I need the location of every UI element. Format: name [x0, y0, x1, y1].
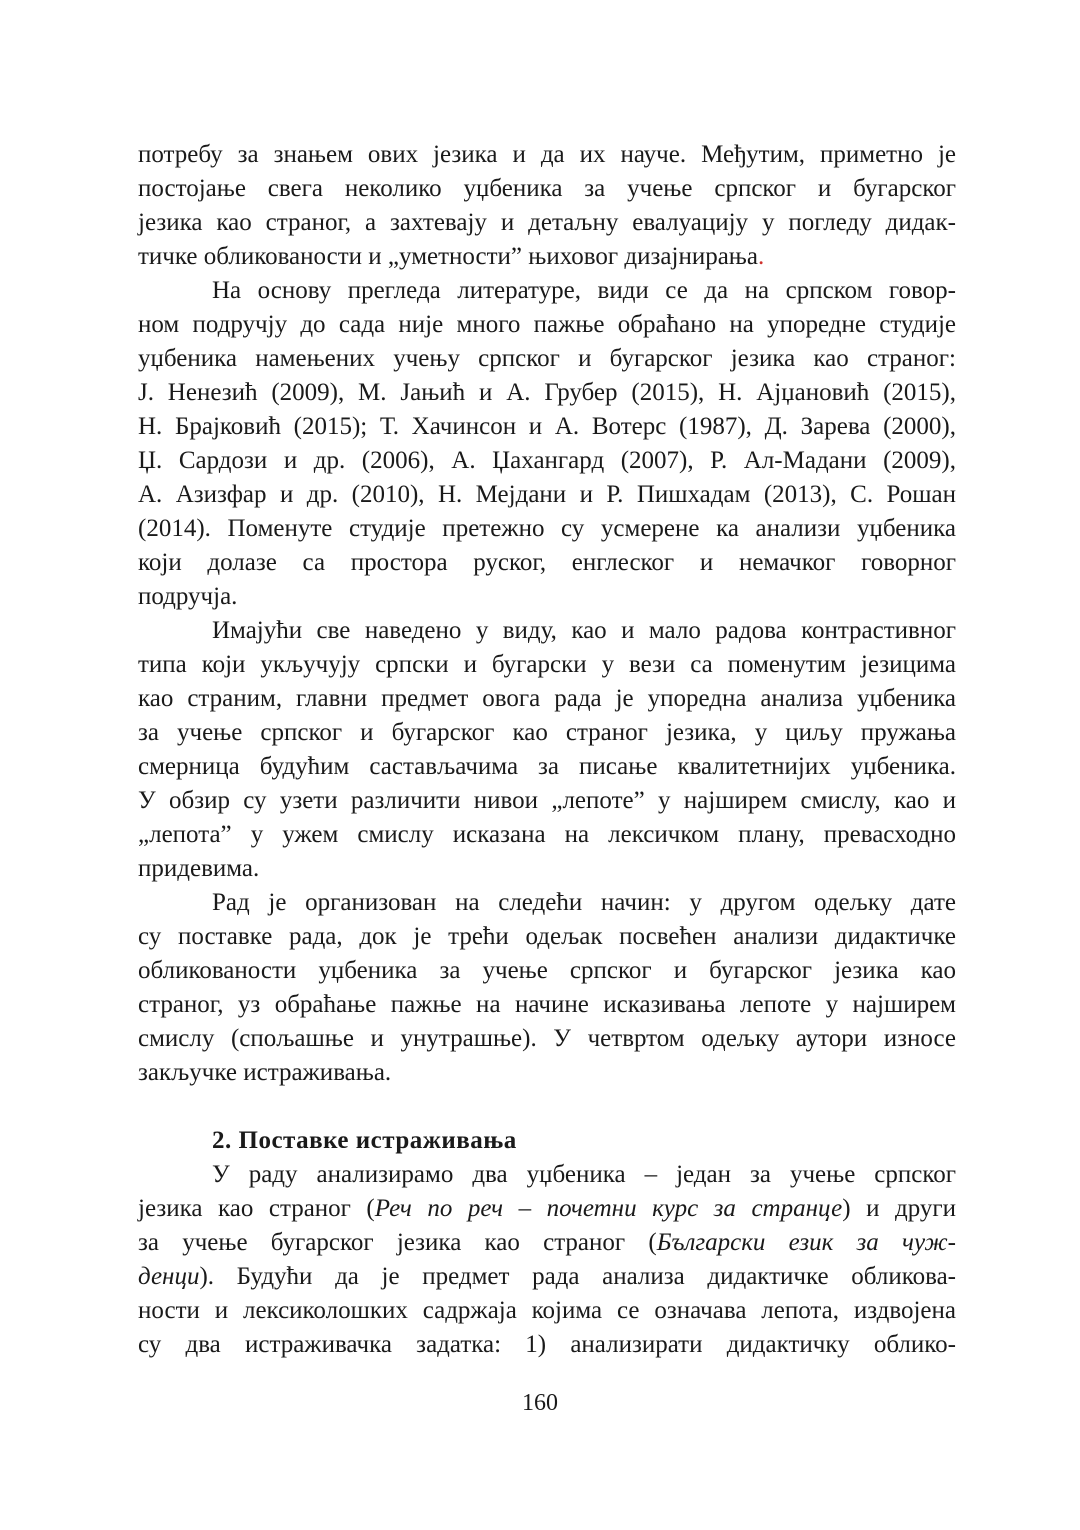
paragraph-1	[138, 138, 956, 274]
text-line: уџбеника намењених учењу српског и бугарског језика као страног:	[138, 345, 956, 372]
text-line: Имајући све наведено у виду, као и мало радова контрастивног	[212, 617, 956, 644]
text-line: ном подручју до сада није много пажње обраћано на упоредне студије	[138, 311, 956, 338]
text-line: подручја.	[138, 583, 238, 610]
text-line: „лепота” у ужем смислу исказана на лексичком плану, превасходно	[138, 821, 956, 848]
text-line: су два истраживачка задатка: 1) анализирати дидактичку облико-	[138, 1331, 956, 1358]
text-line: У раду анализирамо два уџбеника – један за учење српског	[212, 1161, 956, 1188]
text-fragment: тичке обликованости и „уметности” њиховог дизајнирања	[138, 243, 758, 270]
text-line: (2014). Поменуте студије претежно су усмерене ка анализи уџбеника	[138, 515, 956, 542]
text-fragment: за учење бугарског језика као страног (	[138, 1229, 657, 1256]
text-line: придевима.	[138, 855, 260, 882]
text-line: закључке истраживања.	[138, 1059, 392, 1086]
red-period-mark: .	[757, 243, 765, 270]
text-line: типа који укључују српски и бугарски у вези са поменутим језицима	[138, 651, 956, 678]
text-line: Џ. Сардози и др. (2006), А. Џахангард (2007), Р. Ал-Мадани (2009),	[138, 447, 956, 474]
text-line	[138, 240, 956, 274]
text-line: постојање свега неколико уџбеника за учење српског и бугарског	[138, 175, 956, 202]
text-line: као страним, главни предмет овога рада је упоредна анализа уџбеника	[138, 685, 956, 712]
text-line	[138, 1226, 956, 1260]
paragraph-2	[138, 274, 956, 614]
text-line: обликованости уџбеника за учење српског и бугарског језика као	[138, 957, 956, 984]
paragraph-5	[138, 1158, 956, 1362]
text-fragment: језика као страног (	[138, 1195, 375, 1222]
text-line: смерница будућим састављачима за писање квалитетнијих уџбеника.	[138, 753, 956, 780]
text-line: смислу (спољашње и унутрашње). У четвртом одељку аутори износе	[138, 1025, 956, 1052]
text-line: који долазе са простора руског, енглеског и немачког говорног	[138, 549, 956, 576]
page-body	[138, 138, 956, 1362]
text-fragment: ). Будући да је предмет рада анализа дидактичке обликова-	[199, 1263, 956, 1290]
book-title-bulgarian: Български език за чуж-	[656, 1229, 956, 1256]
text-line: А. Азизфар и др. (2010), Н. Мејдани и Р. Пишхадам (2013), С. Рошан	[138, 481, 956, 508]
book-title-serbian: Реч по реч – почетни курс за странце	[374, 1195, 843, 1222]
book-title-bulgarian-cont: денци	[138, 1263, 200, 1290]
text-line	[138, 1260, 956, 1294]
paragraph-3	[138, 614, 956, 886]
text-line: за учење српског и бугарског као страног језика, у циљу пружања	[138, 719, 956, 746]
text-line: ности и лексиколошких садржаја којима се означава лепота, издвојена	[138, 1297, 956, 1324]
paragraph-4	[138, 886, 956, 1090]
text-line: језика као страног, а захтевају и детаљну евалуацију у погледу дидак-	[138, 209, 956, 236]
text-line: потребу за знањем ових језика и да их науче. Међутим, приметно је	[138, 141, 956, 168]
page-number: 160	[522, 1390, 558, 1416]
text-line: На основу прегледа литературе, види се да на српском говор-	[212, 277, 956, 304]
text-line: Рад је организован на следећи начин: у другом одељку дате	[212, 889, 956, 916]
text-line: страног, уз обраћање пажње на начине исказивања лепоте у најширем	[138, 991, 956, 1018]
text-line: Ј. Ненезић (2009), М. Јањић и А. Грубер (2015), Н. Ајџановић (2015),	[138, 379, 956, 406]
text-line: су поставке рада, док је трећи одељак посвећен анализи дидактичке	[138, 923, 956, 950]
text-line: Н. Брајковић (2015); Т. Хачинсон и А. Вотерс (1987), Д. Зарева (2000),	[138, 413, 956, 440]
section-heading: 2. Поставке истраживања	[212, 1127, 517, 1154]
text-line: У обзир су узети различити нивои „лепоте” у најширем смислу, као и	[138, 787, 956, 814]
text-line	[138, 1192, 956, 1226]
section-spacer	[138, 1090, 956, 1124]
text-fragment: ) и други	[842, 1195, 956, 1222]
